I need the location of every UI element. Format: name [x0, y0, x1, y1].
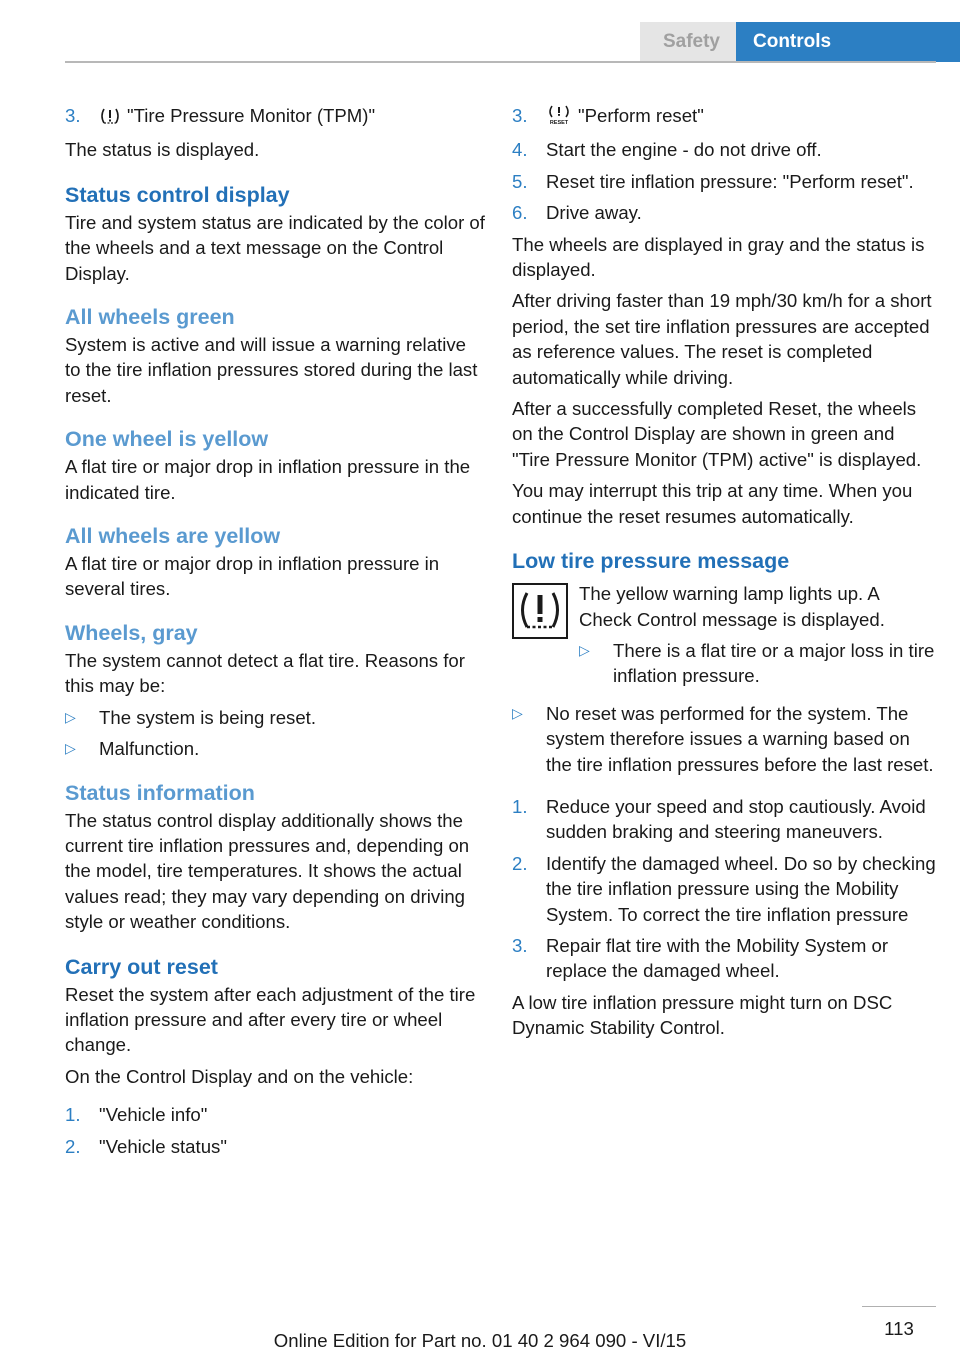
list-number: 1. — [65, 1104, 81, 1126]
list-number: 2. — [512, 852, 528, 874]
paragraph: The status control display additionally shows the current tire inflation pressures and, depending on the model, tire temperatures. It shows the actual values read; they may vary depending on driving style or weather conditions. — [65, 809, 470, 933]
list-item: 4. Start the engine - do not drive off. — [512, 137, 936, 162]
left-column — [65, 103, 485, 1165]
list-number: 5. — [512, 170, 528, 192]
triangle-bullet-icon: ▷ — [65, 708, 76, 725]
page-number: 113 — [884, 1318, 914, 1339]
list-number: 6. — [512, 202, 528, 224]
status-displayed-text: The status is displayed. — [65, 139, 260, 161]
paragraph: A flat tire or major drop in inflation pressure in the indicated tire. — [65, 456, 471, 503]
list-number: 3. — [65, 105, 81, 126]
list-item: 1. Reduce your speed and stop cautiously. Avoid sudden braking and steering maneuvers. — [512, 794, 936, 845]
header-divider — [65, 61, 936, 63]
triangle-bullet-icon: ▷ — [65, 740, 76, 757]
tire-warning-icon — [99, 106, 121, 131]
tire-pressure-warning-icon — [512, 583, 568, 639]
list-item: 2. "Vehicle status" — [65, 1134, 485, 1159]
tab-safety: Safety — [640, 22, 736, 62]
footer-divider — [862, 1306, 936, 1307]
edition-footer: Online Edition for Part no. 01 40 2 964 090 - VI/15 — [273, 1330, 687, 1351]
heading-status-information: Status information — [65, 780, 255, 805]
list-number: 2. — [65, 1135, 81, 1157]
paragraph: A flat tire or major drop in inflation pressure in several tires. — [65, 553, 440, 600]
heading-all-wheels-yellow: All wheels are yellow — [65, 524, 281, 549]
paragraph: A low tire inflation pressure might turn on DSC Dynamic Stability Control. — [512, 991, 893, 1039]
paragraph: The yellow warning lamp lights up. A Check Control message is displayed. — [579, 583, 885, 630]
paragraph: Reset the system after each adjustment of the tire inflation pressure and after every tire or wheel change. — [65, 983, 476, 1056]
list-number: 4. — [512, 139, 528, 161]
heading-low-tire-pressure-message: Low tire pressure message — [512, 549, 790, 574]
list-item: ▷ Malfunction. — [65, 736, 485, 761]
list-item — [512, 103, 936, 131]
list-number: 3. — [512, 105, 528, 126]
paragraph: The system cannot detect a flat tire. Reasons for this may be: — [65, 649, 465, 697]
paragraph: After a successfully completed Reset, the wheels on the Control Display are shown in green and "Tire Pressure Monitor (TPM) active" is displayed. — [512, 398, 922, 470]
list-item: 5. Reset tire inflation pressure: "Perform reset". — [512, 169, 936, 194]
triangle-bullet-icon: ▷ — [579, 641, 590, 658]
paragraph: Tire and system status are indicated by the color of the wheels and a text message on the Control Display. — [65, 211, 485, 284]
paragraph: You may interrupt this trip at any time. When you continue the reset resumes automatically. — [512, 480, 913, 527]
menu-label-tpm: "Tire Pressure Monitor (TPM)" — [127, 105, 376, 126]
list-item: 3. Repair flat tire with the Mobility System or replace the damaged wheel. — [512, 933, 936, 984]
paragraph: On the Control Display and on the vehicle: — [65, 1065, 414, 1087]
list-item: ▷ The system is being reset. — [65, 705, 485, 730]
heading-wheels-gray: Wheels, gray — [65, 620, 198, 645]
heading-status-control-display: Status control display — [65, 182, 290, 207]
menu-label-perform-reset: "Perform reset" — [578, 105, 704, 126]
heading-carry-out-reset: Carry out reset — [65, 954, 218, 979]
paragraph: After driving faster than 19 mph/30 km/h for a short period, the set tire inflation pressures are accepted as reference values. The reset is completed automatically while driving. — [512, 290, 932, 388]
list-item: ▷ No reset was performed for the system. The system therefore issues a warning based on the tire inflation pressures before the last reset. — [512, 701, 936, 777]
list-number: 3. — [512, 934, 528, 956]
warning-block — [512, 581, 936, 695]
triangle-bullet-icon: ▷ — [512, 704, 523, 721]
paragraph: System is active and will issue a warning relative to the tire inflation pressures stored during the last reset. — [65, 334, 478, 406]
list-number: 1. — [512, 795, 528, 817]
tab-controls: Controls — [736, 22, 960, 62]
list-item — [65, 103, 485, 131]
list-item: 6. Drive away. — [512, 200, 936, 225]
list-item: ▷ There is a flat tire or a major loss in tire inflation pressure. — [579, 638, 936, 689]
svg-text:RESET: RESET — [549, 120, 569, 125]
list-item: 1. "Vehicle info" — [65, 1102, 485, 1127]
heading-one-wheel-yellow: One wheel is yellow — [65, 427, 269, 452]
list-item: 2. Identify the damaged wheel. Do so by checking the tire inflation pressure using the Mobility System. To correct the tire inflation pressure — [512, 851, 936, 927]
paragraph: The wheels are displayed in gray and the status is displayed. — [512, 233, 925, 281]
tire-reset-icon — [546, 105, 572, 131]
right-column — [512, 103, 936, 1047]
heading-all-wheels-green: All wheels green — [65, 305, 235, 330]
